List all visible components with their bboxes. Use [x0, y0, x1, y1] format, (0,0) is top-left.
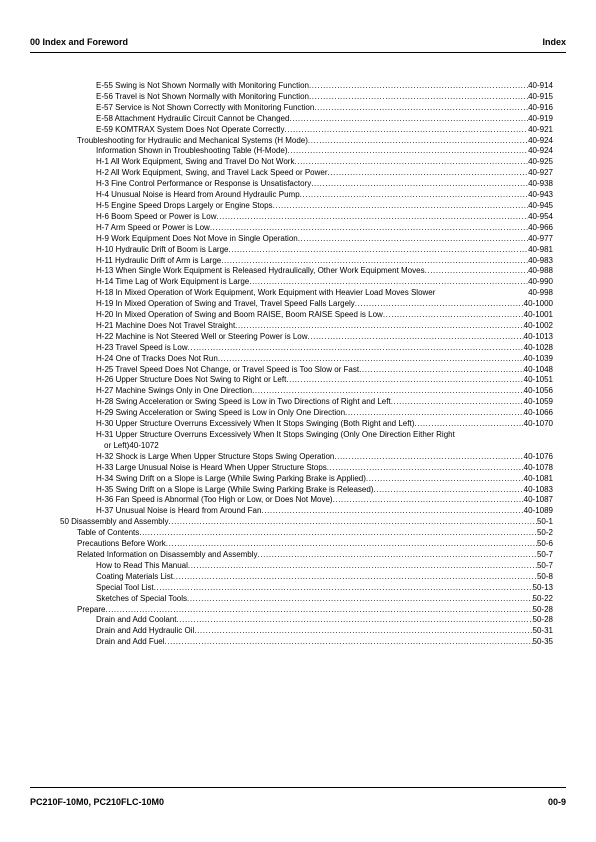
dot-leader	[258, 550, 537, 561]
dot-leader	[187, 594, 533, 605]
toc-entry[interactable]	[96, 245, 553, 256]
toc-page-number: 40-919	[528, 113, 553, 123]
toc-page-number: 40-914	[528, 81, 553, 90]
toc-page-number: 40-977	[528, 233, 553, 243]
toc-entry[interactable]	[96, 430, 553, 441]
toc-row	[0, 561, 596, 572]
toc-page-number: 40-916	[528, 102, 553, 112]
toc-page-number: 40-1072	[129, 440, 159, 450]
toc-entry-title: H-5 Engine Speed Drops Largely or Engine Stops	[96, 200, 273, 210]
toc-entry-title: E-55 Swing is Not Shown Normally with Monitoring Function	[96, 81, 309, 90]
toc-entry[interactable]	[96, 125, 553, 136]
toc-entry-title: Precautions Before Work	[77, 539, 166, 549]
dot-leader	[229, 245, 529, 256]
toc-entry-title: H-29 Swing Acceleration or Swing Speed is Low in Only One Direction	[96, 408, 346, 418]
toc-entry-title: H-19 In Mixed Operation of Swing and Travel, Travel Speed Falls Largely	[96, 299, 355, 309]
toc-entry-title: H-11 Hydraulic Drift of Arm is Large	[96, 255, 222, 265]
dot-leader	[311, 179, 528, 190]
toc-page-number: 40-988	[528, 266, 553, 276]
toc-entry[interactable]	[96, 168, 553, 179]
toc-entry[interactable]	[96, 615, 553, 626]
toc-entry-title: H-28 Swing Acceleration or Swing Speed is Low in Two Directions of Right and Left	[96, 397, 391, 407]
toc-row	[0, 594, 596, 605]
toc-entry[interactable]	[96, 201, 553, 212]
dot-leader	[252, 386, 524, 397]
header-rule	[30, 52, 566, 53]
toc-entry-title: H-25 Travel Speed Does Not Change, or Travel Speed is Too Slow or Fast	[96, 364, 360, 374]
toc-entry-title: H-27 Machine Swings Only in One Direction	[96, 386, 253, 396]
toc-entry[interactable]	[96, 277, 553, 288]
toc-entry[interactable]	[96, 223, 553, 234]
toc-entry-title: Drain and Add Coolant	[96, 615, 177, 625]
toc-entry-title: How to Read This Manual	[96, 560, 188, 570]
dot-leader	[188, 343, 524, 354]
toc-entry[interactable]	[77, 136, 553, 147]
toc-entry[interactable]	[96, 626, 553, 637]
toc-entry[interactable]	[96, 343, 553, 354]
dot-leader	[366, 474, 524, 485]
page-number: 00-9	[547, 797, 566, 807]
toc-row	[0, 506, 596, 517]
toc-entry-title: H-31 Upper Structure Overruns Excessively When It Stops Swinging (Only One Direction Either Right	[96, 430, 455, 439]
toc-entry-title: Sketches of Special Tools	[96, 593, 188, 603]
toc-row	[0, 343, 596, 354]
dot-leader	[273, 201, 529, 212]
toc-page-number: 40-990	[528, 277, 553, 287]
dot-leader	[355, 299, 524, 310]
toc-page-number: 40-981	[528, 244, 553, 254]
toc-entry-title: E-58 Attachment Hydraulic Circuit Cannot be Changed	[96, 113, 290, 123]
toc-page-number: 40-1087	[523, 495, 553, 505]
toc-entry[interactable]	[77, 550, 553, 561]
dot-leader	[327, 463, 524, 474]
toc-entry-title: or Left)	[104, 440, 130, 450]
toc-page-number: 40-1001	[523, 310, 553, 320]
toc-entry[interactable]	[77, 528, 553, 539]
dot-leader	[286, 375, 523, 386]
header-index-label: Index	[542, 37, 566, 47]
toc-page-number: 40-998	[528, 288, 553, 298]
dot-leader	[249, 277, 528, 288]
toc-row	[0, 146, 596, 157]
dot-leader	[309, 92, 528, 103]
toc-entry-title: H-23 Travel Speed is Low	[96, 342, 188, 352]
dot-leader	[288, 146, 529, 157]
toc-entry[interactable]	[96, 397, 553, 408]
toc-entry-title: H-7 Arm Speed or Power is Low	[96, 222, 210, 232]
toc-page-number: 40-1002	[523, 320, 553, 330]
toc-entry[interactable]	[96, 561, 553, 572]
toc-page-number: 40-1051	[523, 375, 553, 385]
toc-page-number: 40-924	[528, 135, 553, 145]
dot-leader	[210, 223, 528, 234]
toc-entry[interactable]	[96, 146, 553, 157]
toc-entry[interactable]	[96, 495, 553, 506]
toc-entry[interactable]	[96, 386, 553, 397]
toc-entry-title: H-9 Work Equipment Does Not Move in Single Operation	[96, 233, 298, 243]
toc-entry-title: H-24 One of Tracks Does Not Run	[96, 353, 218, 363]
toc-row	[0, 517, 596, 528]
toc-entry-title: H-32 Shock is Large When Upper Structure Stops Swing Operation	[96, 451, 335, 461]
toc-row	[0, 441, 596, 452]
toc-row	[0, 103, 596, 114]
toc-entry-title: Troubleshooting for Hydraulic and Mechanical Systems (H Mode)	[77, 135, 308, 145]
toc-entry[interactable]	[60, 517, 553, 528]
toc-page-number: 50-6	[536, 539, 553, 549]
toc-entry-title: H-14 Time Lag of Work Equipment is Large	[96, 277, 250, 287]
toc-row	[0, 375, 596, 386]
toc-entry[interactable]	[104, 441, 553, 452]
dot-leader	[425, 266, 528, 277]
toc-entry[interactable]	[96, 81, 553, 92]
toc-entry[interactable]	[96, 299, 553, 310]
toc-entry-title: H-30 Upper Structure Overruns Excessively When It Stops Swinging (Both Right and Left)	[96, 419, 415, 429]
toc-page-number: 40-1059	[523, 397, 553, 407]
toc-page-number: 40-1066	[523, 408, 553, 418]
toc-page-number: 40-915	[528, 91, 553, 101]
toc-page-number: 40-1081	[523, 473, 553, 483]
toc-row	[0, 419, 596, 430]
toc-row	[0, 114, 596, 125]
toc-entry[interactable]	[96, 583, 553, 594]
toc-row	[0, 136, 596, 147]
toc-page-number: 40-943	[528, 190, 553, 200]
dot-leader	[308, 332, 524, 343]
dot-leader	[294, 157, 528, 168]
toc-entry[interactable]	[96, 474, 553, 485]
dot-leader	[154, 583, 533, 594]
toc-entry-title: H-34 Swing Drift on a Slope is Large (While Swing Parking Brake is Applied)	[96, 473, 366, 483]
dot-leader	[221, 256, 528, 267]
toc-row	[0, 583, 596, 594]
dot-leader	[169, 517, 537, 528]
dot-leader	[285, 125, 529, 136]
toc-row	[0, 495, 596, 506]
toc-page-number: 50-13	[532, 582, 553, 592]
dot-leader	[188, 561, 537, 572]
toc-page-number: 40-938	[528, 179, 553, 189]
toc-entry-title: H-33 Large Unusual Noise is Heard When Upper Structure Stops	[96, 462, 327, 472]
dot-leader	[345, 408, 524, 419]
toc-row	[0, 354, 596, 365]
toc-row	[0, 299, 596, 310]
dot-leader	[165, 637, 533, 648]
toc-entry-title: Coating Materials List	[96, 571, 173, 581]
toc-page-number: 40-966	[528, 222, 553, 232]
toc-row	[0, 157, 596, 168]
dot-leader	[314, 103, 528, 114]
dot-leader	[194, 626, 532, 637]
toc-entry-title: H-35 Swing Drift on a Slope is Large (While Swing Parking Brake is Released)	[96, 484, 374, 494]
toc-entry-title: H-3 Fine Control Performance or Response is Unsatisfactory	[96, 179, 312, 189]
toc-entry-title: Table of Contents	[77, 528, 140, 538]
toc-entry[interactable]	[96, 332, 553, 343]
table-of-contents	[0, 81, 596, 648]
toc-entry[interactable]	[96, 365, 553, 376]
toc-row	[0, 397, 596, 408]
toc-page-number: 50-35	[532, 637, 553, 647]
dot-leader	[105, 605, 532, 616]
toc-row	[0, 528, 596, 539]
toc-entry[interactable]	[96, 103, 553, 114]
toc-row	[0, 386, 596, 397]
toc-entry[interactable]	[77, 605, 553, 616]
dot-leader	[309, 81, 528, 92]
toc-entry[interactable]	[96, 375, 553, 386]
toc-page-number: 40-945	[528, 200, 553, 210]
toc-page-number: 40-1089	[523, 506, 553, 516]
page-header	[30, 37, 566, 50]
toc-entry[interactable]	[96, 506, 553, 517]
toc-row	[0, 190, 596, 201]
toc-row	[0, 179, 596, 190]
dot-leader	[308, 136, 528, 147]
toc-entry[interactable]	[96, 408, 553, 419]
dot-leader	[359, 365, 524, 376]
toc-page-number: 40-921	[528, 124, 553, 134]
dot-leader	[298, 234, 528, 245]
dot-leader	[173, 572, 537, 583]
toc-entry-title: E-59 KOMTRAX System Does Not Operate Correctly	[96, 124, 285, 134]
toc-page-number: 40-1039	[523, 353, 553, 363]
toc-entry-title: E-56 Travel is Not Shown Normally with Monitoring Function	[96, 91, 309, 101]
toc-page-number: 40-1048	[523, 364, 553, 374]
toc-entry[interactable]	[96, 463, 553, 474]
toc-entry-title: H-22 Machine is Not Steered Well or Steering Power is Low	[96, 331, 308, 341]
toc-row	[0, 430, 596, 441]
toc-row	[0, 277, 596, 288]
toc-page-number: 40-1028	[523, 342, 553, 352]
toc-page-number: 50-8	[536, 571, 553, 581]
toc-page-number: 40-1013	[523, 331, 553, 341]
toc-entry[interactable]	[96, 179, 553, 190]
toc-entry-title: H-2 All Work Equipment, Swing, and Travel Lack Speed or Power	[96, 168, 328, 178]
toc-page-number: 50-28	[532, 615, 553, 625]
toc-row	[0, 223, 596, 234]
toc-row	[0, 310, 596, 321]
dot-leader	[218, 354, 524, 365]
toc-entry-title: H-6 Boom Speed or Power is Low	[96, 211, 217, 221]
dot-leader	[217, 212, 529, 223]
toc-entry[interactable]	[77, 539, 553, 550]
toc-entry-title: H-21 Machine Does Not Travel Straight	[96, 320, 236, 330]
toc-row	[0, 81, 596, 92]
dot-leader	[328, 168, 529, 179]
toc-entry[interactable]	[96, 157, 553, 168]
toc-page-number: 40-925	[528, 157, 553, 167]
toc-entry-title: H-13 When Single Work Equipment is Released Hydraulically, Other Work Equipment Moves	[96, 266, 425, 276]
toc-entry[interactable]	[96, 310, 553, 321]
toc-entry[interactable]	[96, 485, 553, 496]
toc-entry[interactable]	[96, 212, 553, 223]
toc-entry[interactable]	[96, 256, 553, 267]
toc-row	[0, 125, 596, 136]
toc-page-number: 50-1	[536, 517, 553, 527]
toc-entry-title: Prepare	[77, 604, 106, 614]
footer-rule	[30, 787, 566, 788]
toc-entry[interactable]	[96, 234, 553, 245]
toc-row	[0, 288, 596, 299]
toc-entry-title: H-10 Hydraulic Drift of Boom is Large	[96, 244, 229, 254]
toc-entry[interactable]	[96, 452, 553, 463]
toc-row	[0, 539, 596, 550]
toc-entry[interactable]	[96, 114, 553, 125]
dot-leader	[383, 310, 524, 321]
toc-entry[interactable]	[96, 354, 553, 365]
dot-leader	[334, 452, 523, 463]
dot-leader	[333, 495, 524, 506]
toc-entry[interactable]	[96, 288, 553, 299]
dot-leader	[235, 321, 523, 332]
toc-entry[interactable]	[96, 92, 553, 103]
toc-entry-title: H-20 In Mixed Operation of Swing and Boom RAISE, Boom RAISE Speed is Low	[96, 310, 383, 320]
toc-entry[interactable]	[96, 321, 553, 332]
toc-row	[0, 365, 596, 376]
toc-row	[0, 485, 596, 496]
toc-row	[0, 615, 596, 626]
toc-entry[interactable]	[96, 266, 553, 277]
toc-row	[0, 266, 596, 277]
toc-page-number: 40-1056	[523, 386, 553, 396]
toc-entry[interactable]	[96, 637, 553, 648]
toc-row	[0, 452, 596, 463]
toc-row	[0, 212, 596, 223]
dot-leader	[261, 506, 523, 517]
toc-row	[0, 408, 596, 419]
dot-leader	[289, 114, 528, 125]
toc-page-number: 40-983	[528, 255, 553, 265]
toc-entry-title: H-4 Unusual Noise is Heard from Around Hydraulic Pump	[96, 190, 300, 200]
toc-row	[0, 168, 596, 179]
toc-entry-title: E-57 Service is Not Shown Correctly with Monitoring Function	[96, 102, 315, 112]
toc-entry[interactable]	[96, 190, 553, 201]
toc-row	[0, 234, 596, 245]
toc-page-number: 40-927	[528, 168, 553, 178]
toc-row	[0, 474, 596, 485]
toc-page-number: 50-7	[536, 560, 553, 570]
toc-page-number: 40-1083	[523, 484, 553, 494]
toc-entry[interactable]	[96, 594, 553, 605]
toc-row	[0, 256, 596, 267]
toc-row	[0, 321, 596, 332]
toc-page-number: 50-28	[532, 604, 553, 614]
toc-page-number: 40-1000	[523, 299, 553, 309]
toc-row	[0, 201, 596, 212]
dot-leader	[139, 528, 537, 539]
toc-row	[0, 92, 596, 103]
toc-entry-title: H-36 Fan Speed is Abnormal (Too High or Low, or Does Not Move)	[96, 495, 333, 505]
model-label: PC210F-10M0, PC210FLC-10M0	[30, 797, 165, 807]
dot-leader	[373, 485, 523, 496]
dot-leader	[300, 190, 528, 201]
toc-entry[interactable]	[96, 572, 553, 583]
toc-page-number: 50-22	[532, 593, 553, 603]
toc-page-number: 50-7	[536, 549, 553, 559]
toc-page-number: 40-1070	[523, 419, 553, 429]
toc-row	[0, 463, 596, 474]
toc-row	[0, 637, 596, 648]
dot-leader	[177, 615, 533, 626]
dot-leader	[414, 419, 523, 430]
toc-row	[0, 605, 596, 616]
toc-row	[0, 332, 596, 343]
toc-row	[0, 550, 596, 561]
toc-page-number: 50-2	[536, 528, 553, 538]
toc-entry-title: Special Tool List	[96, 582, 154, 592]
toc-entry-title: Drain and Add Hydraulic Oil	[96, 626, 195, 636]
toc-entry[interactable]	[96, 419, 553, 430]
section-title: 00 Index and Foreword	[30, 37, 129, 47]
dot-leader	[391, 397, 524, 408]
toc-entry-title: Related Information on Disassembly and Assembly	[77, 549, 258, 559]
toc-entry-title: Information Shown in Troubleshooting Table (H-Mode)	[96, 146, 288, 156]
toc-page-number: 40-924	[528, 146, 553, 156]
toc-page-number: 40-954	[528, 211, 553, 221]
toc-row	[0, 626, 596, 637]
toc-entry-title: H-1 All Work Equipment, Swing and Travel Do Not Work	[96, 157, 295, 167]
toc-page-number: 50-31	[532, 626, 553, 636]
toc-entry-title: H-26 Upper Structure Does Not Swing to Right or Left	[96, 375, 287, 385]
toc-entry-title: Drain and Add Fuel	[96, 637, 165, 647]
toc-row	[0, 572, 596, 583]
toc-page-number: 40-1076	[523, 451, 553, 461]
toc-page-number: 40-1078	[523, 462, 553, 472]
toc-entry-title: H-18 In Mixed Operation of Work Equipment, Work Equipment with Heavier Load Moves Slower	[96, 288, 436, 298]
toc-entry-title: H-37 Unusual Noise is Heard from Around Fan	[96, 506, 262, 516]
toc-entry-title: 50 Disassembly and Assembly	[60, 517, 169, 527]
toc-row	[0, 245, 596, 256]
dot-leader	[166, 539, 537, 550]
